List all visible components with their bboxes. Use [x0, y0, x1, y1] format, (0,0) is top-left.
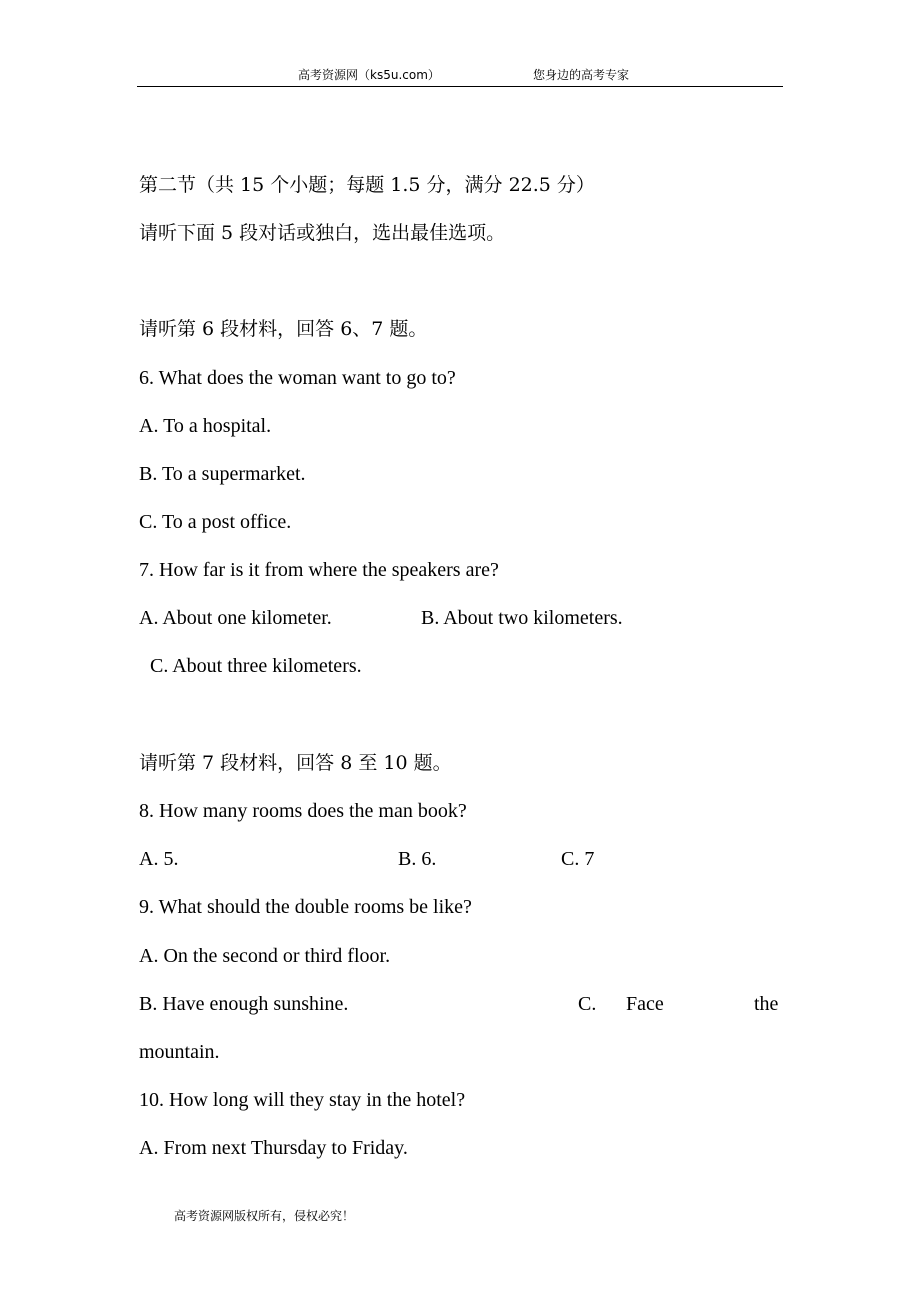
question-6-option-c: C. To a post office.	[139, 511, 292, 533]
question-9-stem: 9. What should the double rooms be like?	[139, 896, 472, 918]
page-header	[137, 64, 783, 87]
question-9-option-c-word: mountain.	[139, 1041, 220, 1063]
question-7-option-c: C. About three kilometers.	[150, 655, 362, 677]
section-instruction: 请听下面 5 段对话或独白，选出最佳选项。	[139, 222, 506, 244]
question-6-stem: 6. What does the woman want to go to?	[139, 367, 456, 389]
question-9-option-a: A. On the second or third floor.	[139, 945, 391, 967]
question-8-option-a: A. 5.	[139, 848, 179, 870]
question-7-option-a: A. About one kilometer.	[139, 607, 332, 629]
question-8-option-b: B. 6.	[398, 848, 437, 870]
page-footer: 高考资源网版权所有，侵权必究！	[174, 1209, 355, 1223]
question-9-option-c-word: Face	[626, 993, 664, 1015]
material-6-intro: 请听第 6 段材料，回答 6、7 题。	[139, 318, 428, 340]
question-6-option-a: A. To a hospital.	[139, 415, 272, 437]
question-8-option-c: C. 7	[561, 848, 595, 870]
question-10-stem: 10. How long will they stay in the hotel?	[139, 1089, 466, 1111]
question-6-option-b: B. To a supermarket.	[139, 463, 306, 485]
material-7-intro: 请听第 7 段材料，回答 8 至 10 题。	[139, 752, 452, 774]
question-9-option-c-word: the	[754, 993, 779, 1015]
question-8-stem: 8. How many rooms does the man book?	[139, 800, 467, 822]
header-slogan: 您身边的高考专家	[533, 68, 630, 82]
section-title: 第二节（共 15 个小题；每题 1.5 分，满分 22.5 分）	[139, 174, 595, 196]
question-7-option-b: B. About two kilometers.	[421, 607, 623, 629]
question-9-option-b: B. Have enough sunshine.	[139, 993, 349, 1015]
question-10-option-a: A. From next Thursday to Friday.	[139, 1137, 408, 1159]
question-7-stem: 7. How far is it from where the speakers are?	[139, 559, 499, 581]
question-9-option-c-label: C.	[578, 993, 597, 1015]
header-site-name: 高考资源网（ks5u.com）	[298, 68, 440, 82]
